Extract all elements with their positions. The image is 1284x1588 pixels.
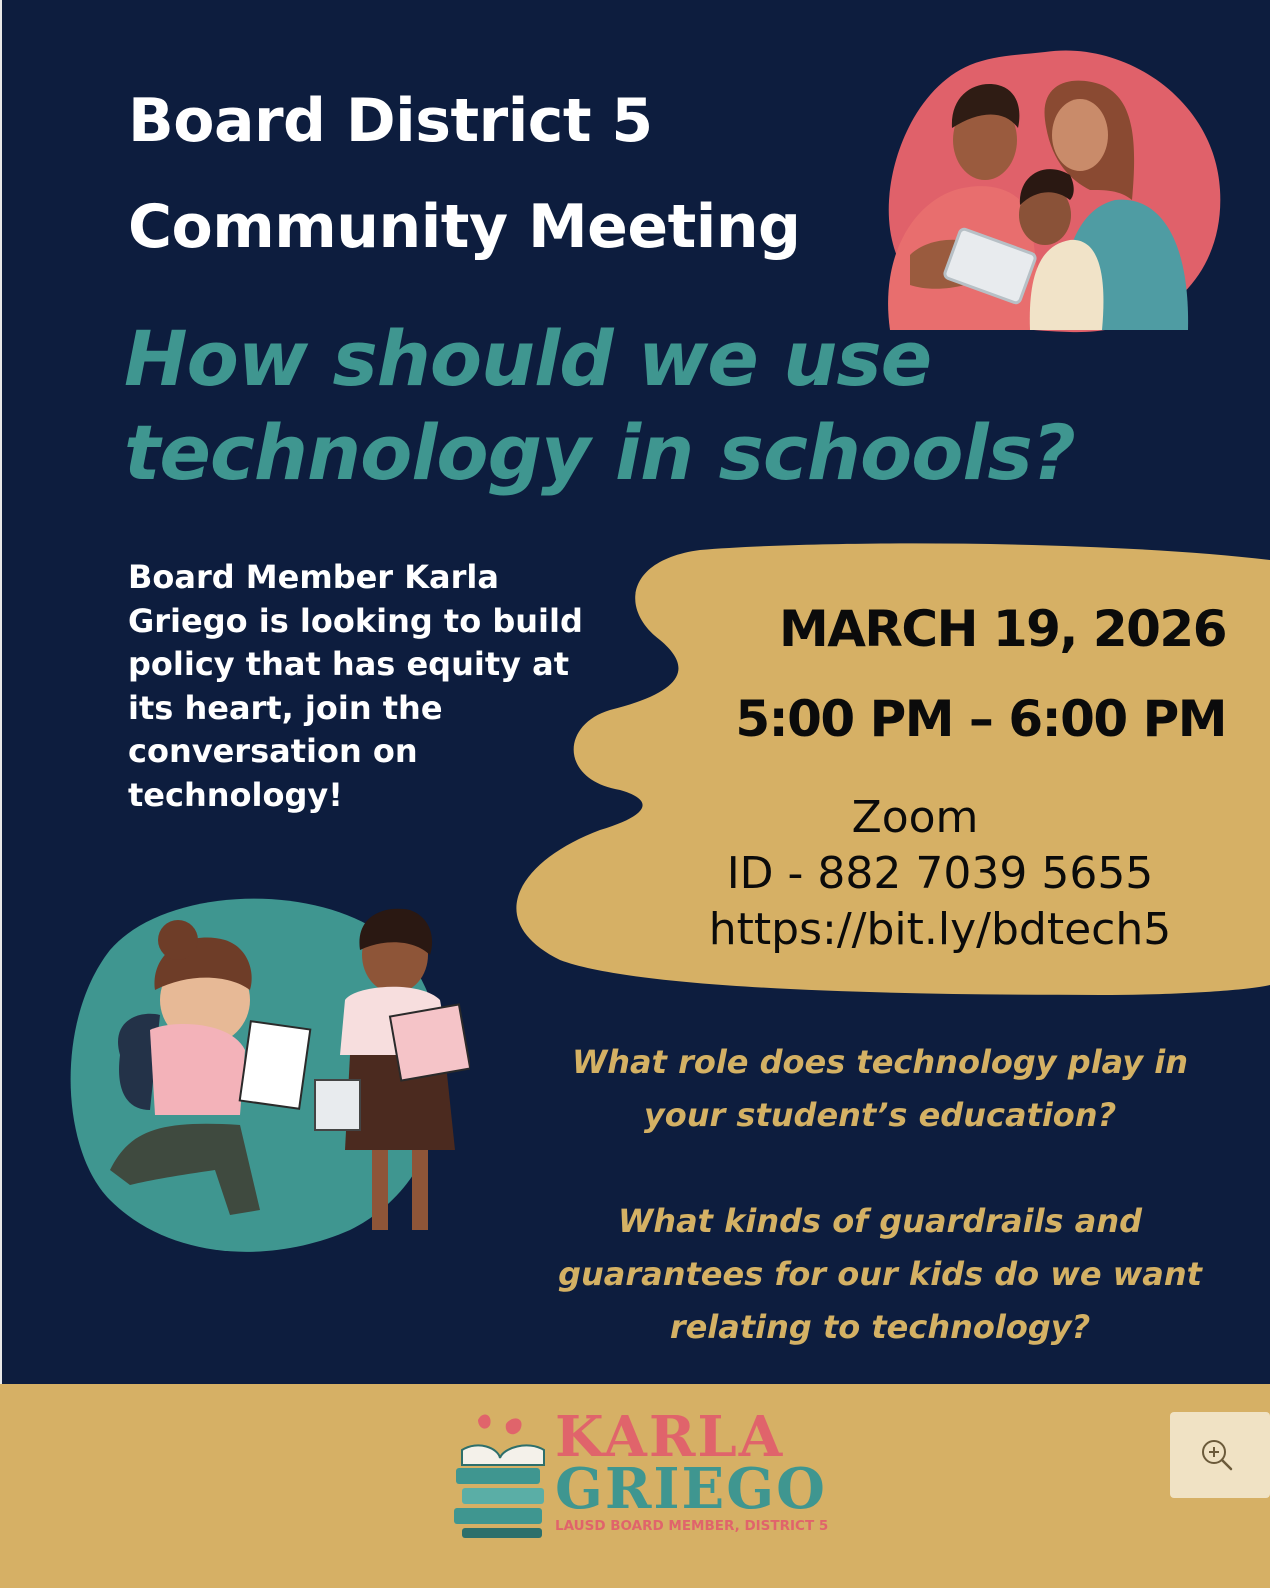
question-2 bbox=[540, 1195, 1220, 1354]
zoom-in-icon bbox=[1200, 1438, 1234, 1472]
event-time: 5:00 PM – 6:00 PM bbox=[735, 690, 1226, 748]
book-stack-logo-icon bbox=[448, 1410, 553, 1540]
title-line-2: Community Meeting bbox=[128, 192, 801, 262]
title-line-1: Board District 5 bbox=[128, 86, 653, 156]
headline-line-2: technology in schools? bbox=[124, 408, 1075, 497]
logo-name-first: KARLA bbox=[555, 1404, 785, 1470]
logo-name-last: GRIEGO bbox=[555, 1456, 827, 1522]
headline-line-1: How should we use bbox=[124, 314, 932, 403]
meeting-id: ID - 882 7039 5655 bbox=[726, 848, 1154, 899]
zoom-in-button[interactable] bbox=[1170, 1412, 1270, 1498]
question-2-line-1: What kinds of guardrails and bbox=[617, 1202, 1143, 1240]
logo-tagline: LAUSD BOARD MEMBER, DISTRICT 5 bbox=[555, 1518, 829, 1534]
question-1-line-1: What role does technology play in bbox=[571, 1043, 1189, 1081]
question-1-line-2: your student’s education? bbox=[643, 1096, 1117, 1134]
students-illustration bbox=[50, 880, 470, 1260]
zoom-details bbox=[640, 790, 1240, 958]
right-margin bbox=[1270, 0, 1284, 1588]
question-1 bbox=[540, 1036, 1220, 1142]
meeting-link[interactable]: https://bit.ly/bdtech5 bbox=[708, 904, 1172, 955]
meeting-platform: Zoom bbox=[851, 792, 979, 843]
intro-text: Board Member Karla Griego is looking to build policy that has equity at its heart, join the conversation on technology! bbox=[128, 558, 583, 814]
question-2-line-2: guarantees for our kids do we want bbox=[558, 1255, 1202, 1293]
event-date: MARCH 19, 2026 bbox=[778, 600, 1226, 658]
question-2-line-3: relating to technology? bbox=[669, 1308, 1091, 1346]
